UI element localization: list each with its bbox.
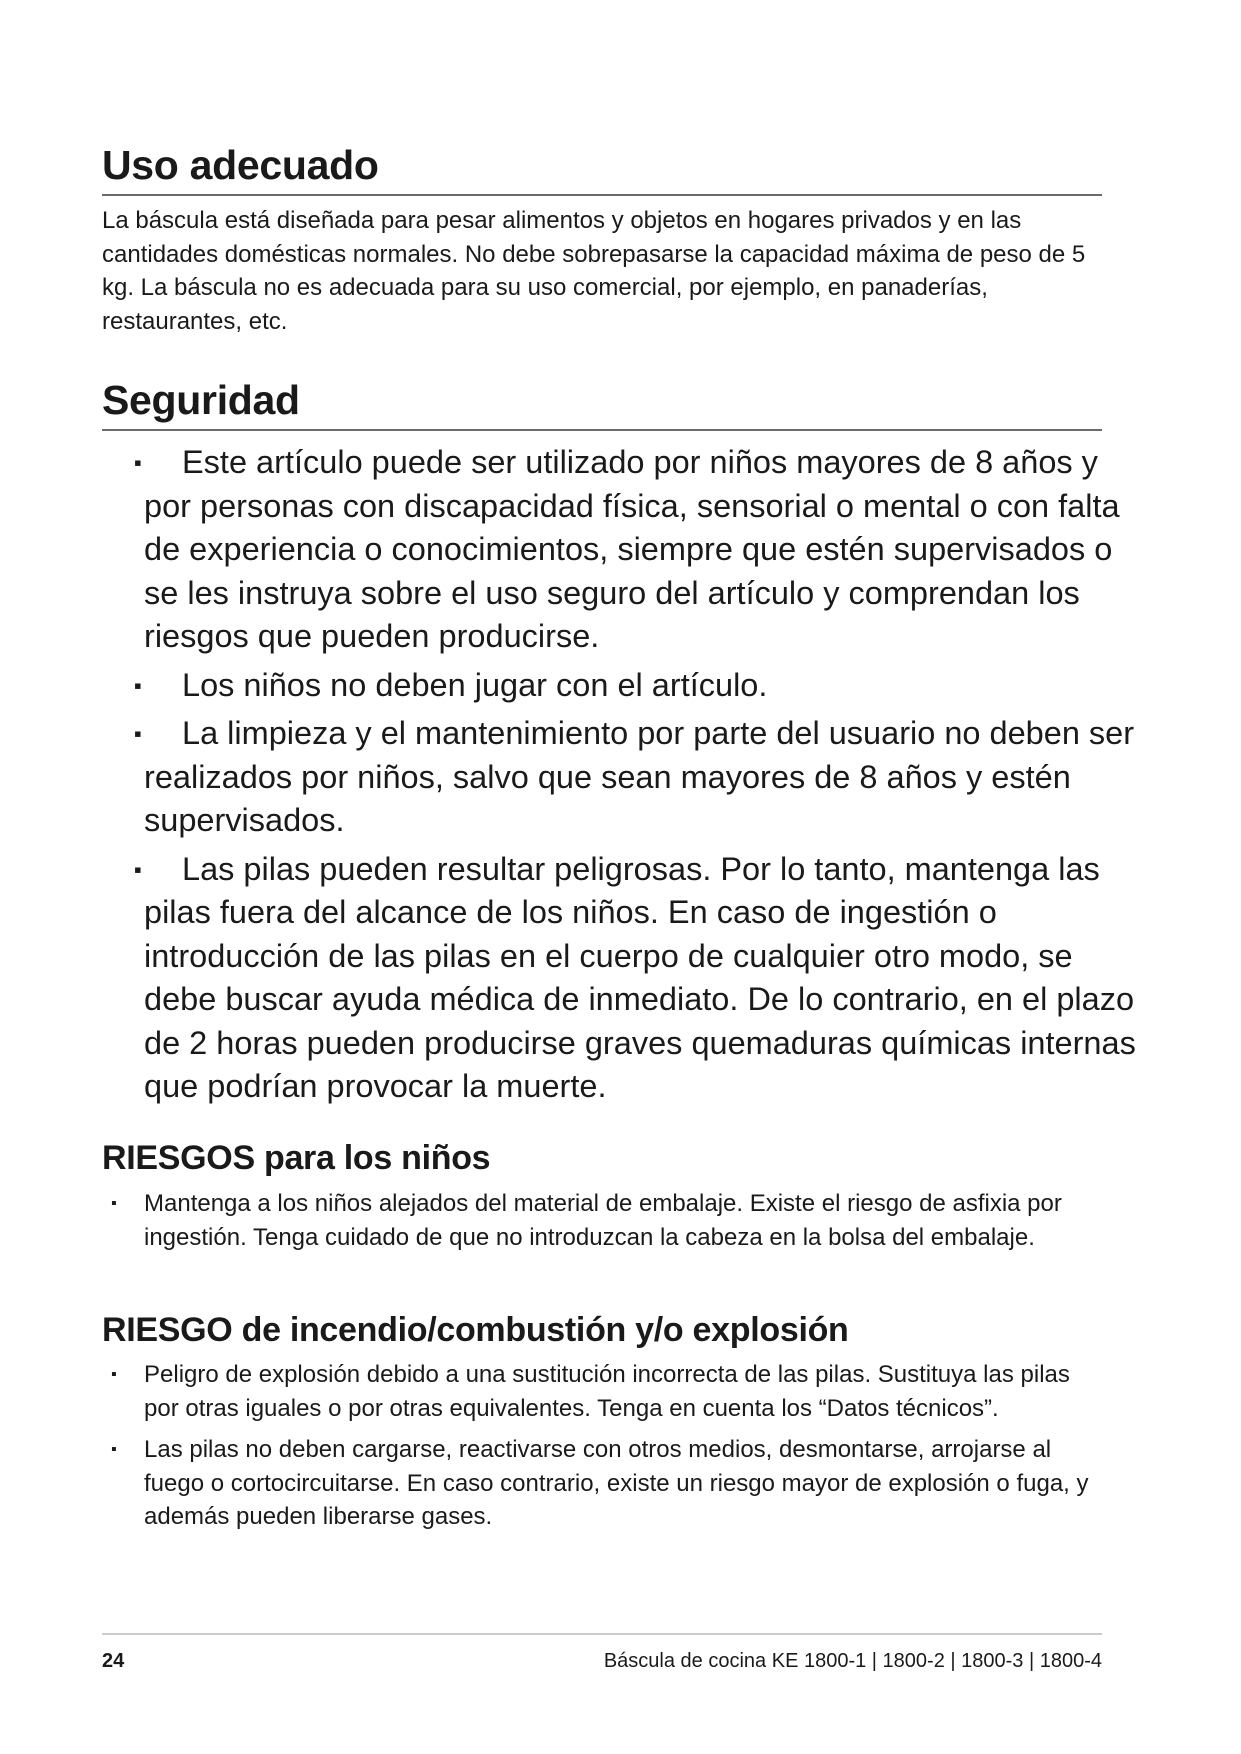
bullet-icon: ▪ <box>111 1195 117 1212</box>
bullet-icon: ▪ <box>134 856 142 882</box>
bullet-icon: ▪ <box>134 672 142 698</box>
list-item <box>102 848 1142 1109</box>
bullet-icon: ▪ <box>111 1366 117 1383</box>
seguridad-list <box>102 441 1142 1114</box>
list-item-text: Este artículo puede ser utilizado por niños mayores de 8 años y por personas con discapacidad física, sensorial o mental o con falta de experiencia o conocimientos, siempre que estén supervisados o se les instruya sobre el uso seguro del artículo y comprendan los riesgos que pueden producirse. <box>144 444 1120 654</box>
footer-document-title: Báscula de cocina KE 1800-1 | 1800-2 | 1800-3 | 1800-4 <box>603 1650 1102 1672</box>
list-item <box>102 1358 1102 1425</box>
bullet-icon: ▪ <box>134 721 142 746</box>
list-item-text: Las pilas no deben cargarse, reactivarse con otros medios, desmontarse, arrojarse al fuego o cortocircuitarse. En caso contrario, existe un riesgo mayor de explosión o fuga, y además pueden liberarse gases. <box>144 1436 1089 1530</box>
heading-underline-uso <box>102 194 1102 196</box>
list-item-text: Peligro de explosión debido a una sustitución incorrecta de las pilas. Sustituya las pilas por otras iguales o por otras equivalentes. Tenga en cuenta los “Datos técnicos”. <box>144 1361 1070 1422</box>
list-item-text: Las pilas pueden resultar peligrosas. Por lo tanto, mantenga las pilas fuera del alcance de los niños. En caso de ingestión o introducción de las pilas en el cuerpo de cualquier otro modo, se debe buscar ayuda médica de inmediato. De lo contrario, en el plazo de 2 horas pueden producirse graves quemaduras químicas internas que podrían provocar la muerte. <box>144 850 1136 1104</box>
list-item <box>102 1433 1102 1534</box>
list-item <box>102 441 1142 659</box>
list-item <box>102 712 1142 843</box>
footer-divider <box>102 1633 1102 1635</box>
list-item <box>102 664 1142 708</box>
document-page <box>102 0 1136 1754</box>
page-number: 24 <box>102 1650 125 1672</box>
list-item <box>102 1187 1102 1254</box>
list-item-text: Mantenga a los niños alejados del material de embalaje. Existe el riesgo de asfixia por ingestión. Tenga cuidado de que no introduzcan la cabeza en la bolsa del embalaje. <box>144 1190 1062 1251</box>
heading-underline-seguridad <box>102 429 1102 431</box>
heading-seguridad: Seguridad <box>102 377 300 423</box>
heading-riesgo-incendio: RIESGO de incendio/combustión y/o explosión <box>102 1311 849 1349</box>
list-item-text: Los niños no deben jugar con el artículo. <box>182 666 768 703</box>
list-item-text: La limpieza y el mantenimiento por parte del usuario no deben ser realizados por niños, salvo que sean mayores de 8 años y estén supervisados. <box>144 715 1135 838</box>
heading-riesgos-ninos: RIESGOS para los niños <box>102 1139 491 1177</box>
uso-adecuado-paragraph: La báscula está diseñada para pesar alimentos y objetos en hogares privados y en las cantidades domésticas normales. No debe sobrepasarse la capacidad máxima de peso de 5 kg. La báscula no es adecuada para su uso comercial, por ejemplo, en panaderías, restaurantes, etc. <box>102 207 1086 335</box>
bullet-icon: ▪ <box>134 450 142 475</box>
riesgo-incendio-list <box>102 1358 1102 1542</box>
heading-uso-adecuado: Uso adecuado <box>102 142 379 188</box>
riesgos-ninos-list <box>102 1187 1102 1262</box>
bullet-icon: ▪ <box>111 1441 117 1458</box>
